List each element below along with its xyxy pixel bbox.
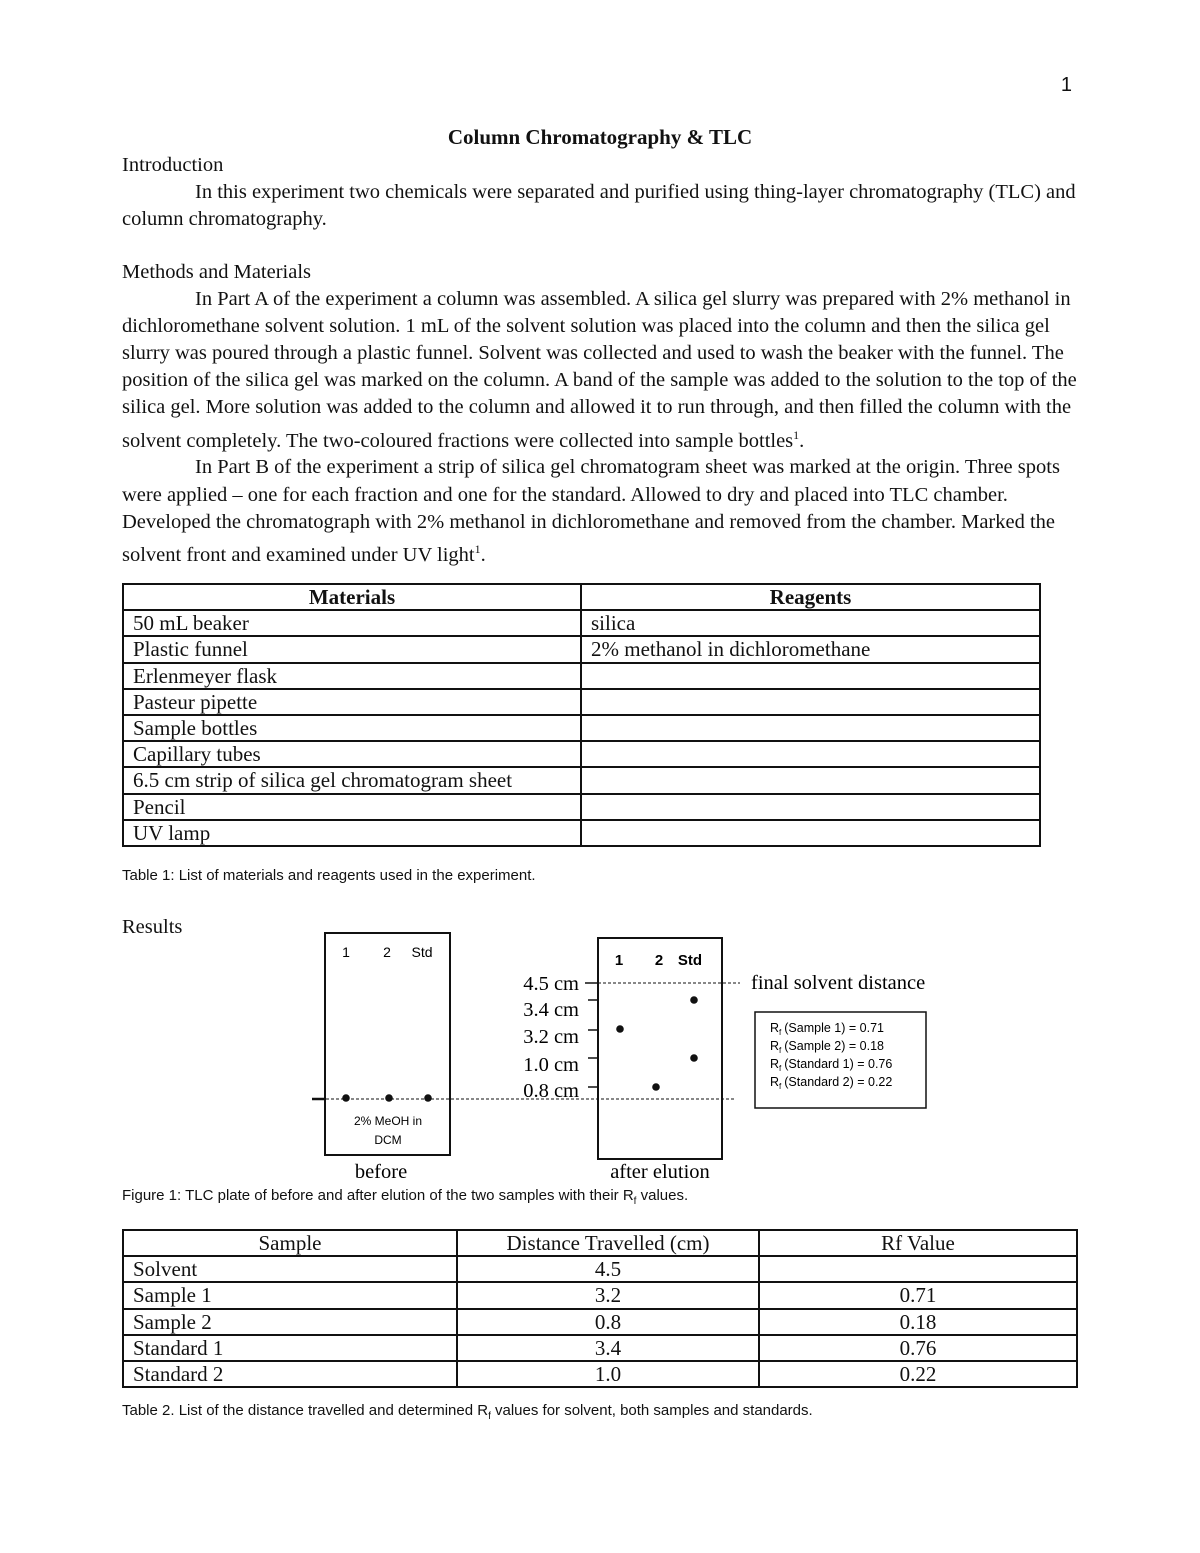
before-lane-std-label: Std [411,944,433,960]
after-spot-sample-2 [652,1083,660,1091]
distance-header: Distance Travelled (cm) [457,1230,759,1256]
distance-cell: 0.8 [457,1309,759,1335]
tick-3-4 [588,1000,598,1007]
figure-caption-subscript: f [633,1196,637,1207]
before-lane-1-label: 1 [342,944,350,960]
material-cell: 6.5 cm strip of silica gel chromatogram sheet [123,767,581,793]
part-b-text: In Part B of the experiment a strip of silica gel chromatogram sheet was marked at the origin. Three spots were applied – one for each fraction and one for the standard. Allowed to dry and placed into TLC chamber. Developed the chromatograph with 2% methanol in dichloromethane and removed from the chamber. Marked the solvent front and examined under UV light [122,456,1060,566]
after-lane-std-label: Std [677,952,703,969]
sample-header: Sample [123,1230,457,1256]
after-lane-1-label: 1 [614,952,624,969]
after-lane-2-label: 2 [654,952,664,969]
rf-box-line-3: $R_f$ (Standard 1) = 0.76 [770,1057,893,1073]
table-2-caption-subscript: f [488,1411,491,1422]
rf-value-cell: 0.22 [759,1361,1077,1387]
tick-0-8 [588,1087,598,1093]
sample-cell: Standard 1 [123,1335,457,1361]
before-spot-2 [385,1094,393,1102]
introduction-heading: Introduction [122,154,224,176]
distance-label-0-8: 0.8 cm [523,1080,579,1102]
before-lane-2-label: 2 [383,944,391,960]
tick-1-0 [588,1058,598,1064]
solvent-label-line-2: DCM [374,1133,402,1147]
figure-caption-suffix: values. [636,1187,689,1204]
page-number: 1 [1060,74,1072,96]
sample-cell: Standard 2 [123,1361,457,1387]
results-table [122,1229,1078,1388]
rf-value-cell [759,1256,1077,1282]
rf-box-line-4: $R_f$ (Standard 2) = 0.22 [770,1075,893,1091]
table-row [123,1335,1077,1361]
table-row [123,1309,1077,1335]
distance-label-1-0: 1.0 cm [523,1054,579,1076]
sample-cell: Sample 1 [123,1282,457,1308]
distance-label-4-5: 4.5 cm [523,973,579,995]
reagent-cell: silica [581,610,1040,636]
part-b-reference: 1 [474,541,481,556]
distance-cell: 1.0 [457,1361,759,1387]
methods-heading: Methods and Materials [122,261,312,283]
materials-header: Materials [123,584,581,610]
material-cell: Erlenmeyer flask [123,663,581,689]
distance-label-3-4: 3.4 cm [523,999,579,1021]
after-spot-sample-1 [616,1025,624,1033]
rf-box-line-1: $R_f$ (Sample 1) = 0.71 [770,1021,884,1037]
material-cell: 50 mL beaker [123,610,581,636]
rf-header: Rf Value [759,1230,1077,1256]
table-2-caption-prefix: Table 2. List of the distance travelled and determined R [122,1402,489,1419]
solvent-front-label: final solvent distance [751,972,926,994]
rf-value-cell: 0.18 [759,1309,1077,1335]
distance-label-3-2: 3.2 cm [523,1026,579,1048]
table-row [123,1361,1077,1387]
rf-value-cell: 0.71 [759,1282,1077,1308]
before-spot-1 [342,1094,350,1102]
table-1-caption: Table 1: List of materials and reagents used in the experiment. [122,867,536,884]
distance-cell: 3.4 [457,1335,759,1361]
before-spot-std [424,1094,432,1102]
part-a-reference: 1 [793,427,800,442]
after-spot-standard-1 [690,996,698,1004]
rf-box-line-2: $R_f$ (Sample 2) = 0.18 [770,1039,884,1055]
table-2-caption [122,1402,813,1422]
rf-value-cell: 0.76 [759,1335,1077,1361]
figure-1-caption [122,1187,688,1207]
table-row [123,1256,1077,1282]
sample-cell: Sample 2 [123,1309,457,1335]
tick-3-2 [588,1030,598,1036]
material-cell: Sample bottles [123,715,581,741]
solvent-label-line-1: 2% MeOH in [353,1114,423,1128]
distance-cell: 3.2 [457,1282,759,1308]
figure-caption-prefix: Figure 1: TLC plate of before and after elution of the two samples with their R [122,1187,634,1204]
distance-cell: 4.5 [457,1256,759,1282]
before-caption: before [354,1161,408,1183]
results-heading: Results [122,916,183,938]
results-table-body [123,1256,1077,1387]
material-cell: Plastic funnel [123,636,581,662]
part-b-end: . [480,543,486,566]
material-cell: UV lamp [123,820,581,846]
part-a-end: . [799,429,805,452]
sample-cell: Solvent [123,1256,457,1282]
document-title: Column Chromatography & TLC [447,125,753,149]
part-a-text: In Part A of the experiment a column was assembled. A silica gel slurry was prepared with 2% methanol in dichloromethane solvent solution. 1 mL of the solvent solution was placed into the column and then the silica gel slurry was poured through a plastic funnel. Solvent was collected and used to wash the beaker with the funnel. The position of the silica gel was marked on the column. A band of the sample was added to the solution to the top of the silica gel. More solution was added to the column and allowed it to run through, and then filled the column with the solvent completely. The two-coloured fractions were collected into sample bottles [122,288,1077,452]
reagents-header: Reagents [581,584,1040,610]
introduction-paragraph: In this experiment two chemicals were separated and purified using thing-layer chromatography (TLC) and column chromatography. [122,181,1076,231]
material-cell: Pencil [123,794,581,820]
after-spot-standard-2 [690,1054,698,1062]
reagent-cell: 2% methanol in dichloromethane [581,636,1040,662]
after-plate [598,938,722,1159]
material-cell: Pasteur pipette [123,689,581,715]
table-2-caption-suffix: values for solvent, both samples and standards. [490,1402,813,1419]
after-caption: after elution [610,1161,710,1183]
table-row [123,1282,1077,1308]
results-header-row [123,1230,1077,1256]
material-cell: Capillary tubes [123,741,581,767]
